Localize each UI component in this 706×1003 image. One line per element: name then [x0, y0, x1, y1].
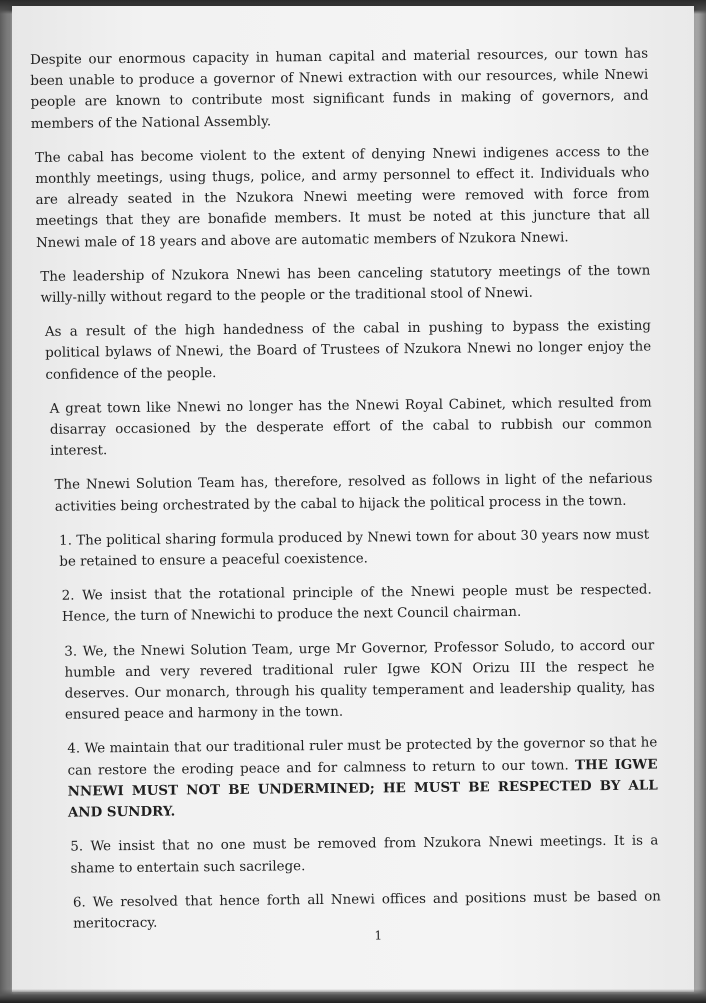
resolution-item-2: 2. We insist that the rotational principle of the Nnewi people must be respected. Hence, the turn of Nnewichi to produce the next Council chairman.: [61, 582, 652, 626]
paragraph-cabal-violence: The cabal has become violent to the extent of denying Nnewi indigenes access to the monthly meetings, using thugs, police, and army personnel to effect it. Individuals who are already seated in the Nzukora Nnewi meeting were removed with force from meetings that they are bonafide members. It must be noted at this juncture that all Nnewi male of 18 years and above are automatic members of Nzukora Nnewi.: [35, 144, 650, 251]
paragraph-capacity: Despite our enormous capacity in human capital and material resources, our town has been unable to produce a governor of Nnewi extraction with our resources, while Nnewi people are known to contribute most significant funds in making of governors, and members of the National Assembly.: [30, 46, 649, 132]
resolution-item-4-emphasis: THE IGWE NNEWI MUST NOT BE UNDERMINED; HE MUST BE RESPECTED BY ALL AND SUNDRY.: [67, 756, 658, 821]
dark-bottom-edge: [0, 989, 706, 1003]
paper-sheet: [12, 6, 694, 992]
paragraph-royal-cabinet: A great town like Nnewi no longer has the Nnewi Royal Cabinet, which resulted from disarray occasioned by the desperate effort of the cabal to rubbish our common interest.: [49, 395, 653, 460]
resolution-item-1: 1. The political sharing formula produced by Nnewi town for about 30 years now must be retained to ensure a peaceful coexistence.: [59, 527, 650, 570]
resolution-item-4: [67, 733, 658, 824]
letter-body: [30, 44, 661, 947]
resolution-item-5: 5. We insist that no one must be removed from Nzukora Nnewi meetings. It is a shame to entertain such sacrilege.: [70, 833, 659, 877]
resolution-item-4-text: 4. We maintain that our traditional ruler must be protected by the governor so that he can restore the eroding peace and for calmness to return to our town.: [67, 735, 658, 779]
paragraph-board-of-trustees: As a result of the high handedness of the cabal in pushing to bypass the existing political bylaws of Nnewi, the Board of Trustees of Nzukora Nnewi no longer enjoy the confidence of the people.: [44, 318, 652, 383]
paragraph-solution-team-resolution: The Nnewi Solution Team has, therefore, resolved as follows in light of the nefarious activities being orchestrated by the cabal to hijack the political process in the town.: [54, 471, 653, 515]
page-number: 1: [374, 928, 383, 943]
resolution-item-6: 6. We resolved that hence forth all Nnewi offices and positions must be based on meritocracy.: [72, 889, 661, 932]
resolution-item-3: 3. We, the Nnewi Solution Team, urge Mr Governor, Professor Soludo, to accord our humble and very revered traditional ruler Igwe KON Orizu III the respect he deserves. Our monarch, through his quality temperament and leadership quality, has ensured peace and harmony in the town.: [64, 638, 655, 723]
paragraph-canceling-meetings: The leadership of Nzukora Nnewi has been canceling statutory meetings of the town willy-nilly without regard to the people or the traditional stool of Nnewi.: [40, 263, 651, 306]
